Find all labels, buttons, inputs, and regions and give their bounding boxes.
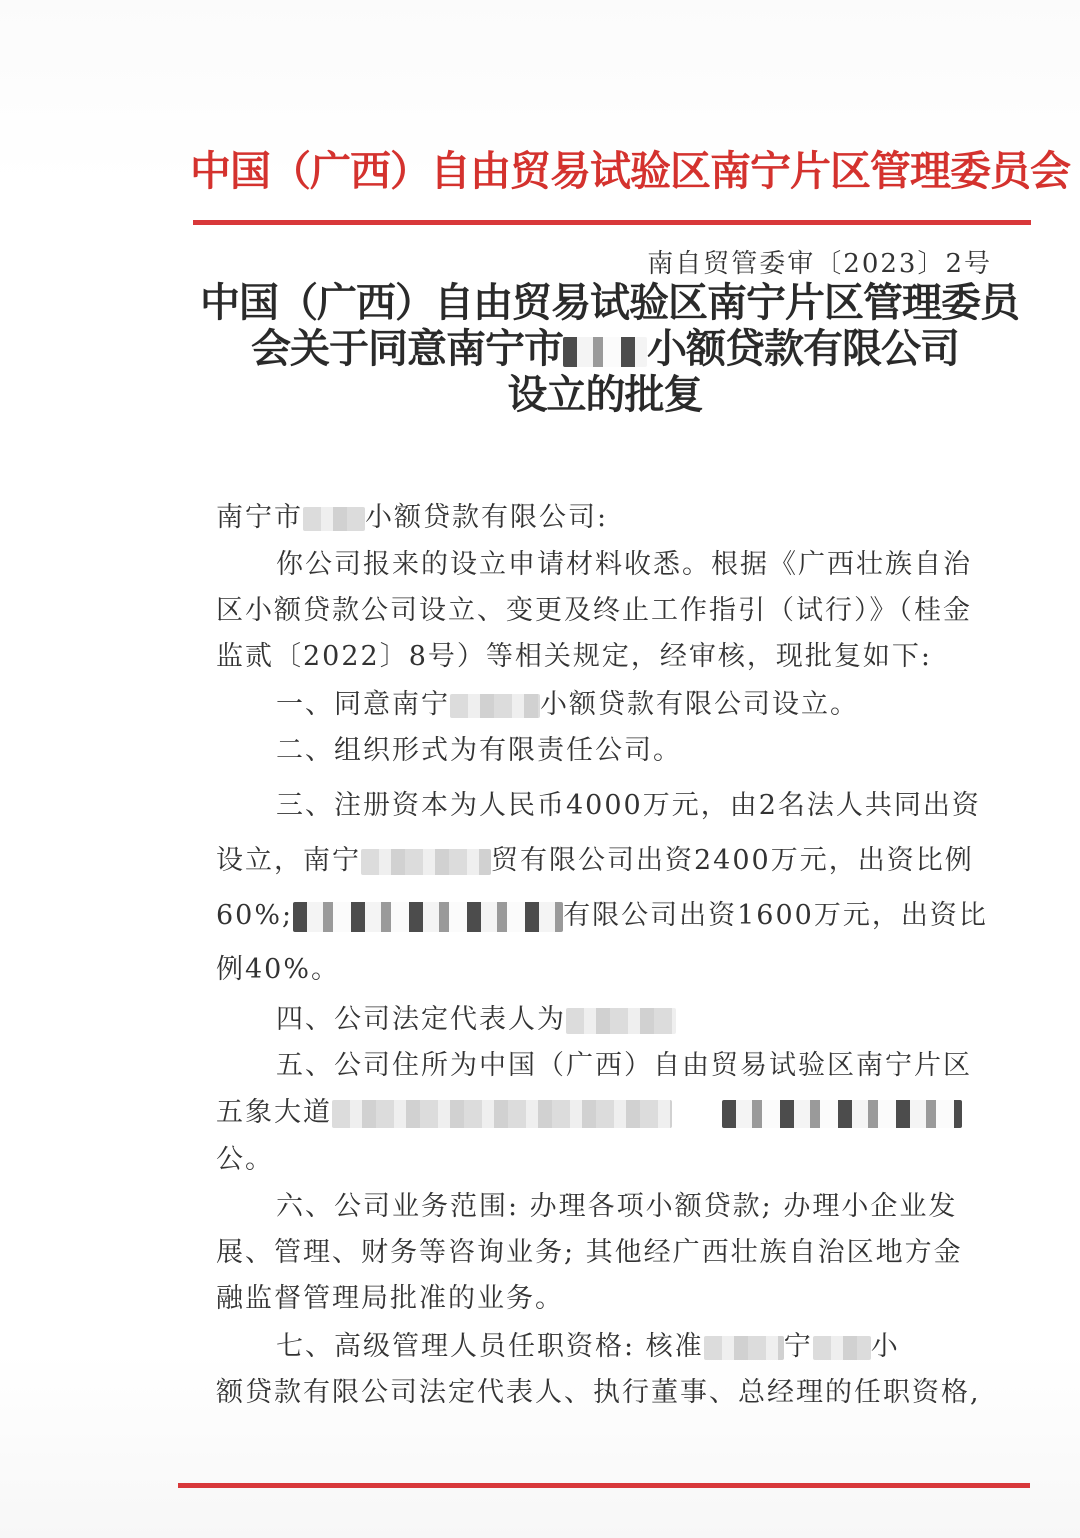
redaction-block: [722, 1100, 962, 1128]
item-1-prefix: 一、同意南宁: [276, 689, 450, 720]
item-4: [276, 997, 1066, 1036]
redaction-block: [293, 902, 563, 932]
redaction-block: [563, 337, 647, 367]
paragraph-1-line-2: 区小额贷款公司设立、变更及终止工作指引（试行）》（桂金: [216, 595, 972, 626]
document-title: [200, 279, 1019, 418]
letterhead-red-rule: [193, 220, 1031, 225]
item-3-line-1: 三、注册资本为人民币4000万元，由2名法人共同出资: [276, 790, 981, 821]
item-4-prefix: 四、公司法定代表人为: [276, 1004, 566, 1035]
paragraph-1-line-1: 你公司报来的设立申请材料收悉。根据《广西壮族自治: [276, 549, 972, 580]
item-6-line-2: 展、管理、财务等咨询业务; 其他经广西壮族自治区地方金: [216, 1237, 963, 1268]
item-7-line-1-suffix: 小: [870, 1331, 900, 1362]
footer-red-rule: [178, 1483, 1030, 1488]
item-7-line-2: 额贷款有限公司法定代表人、执行董事、总经理的任职资格,: [216, 1377, 981, 1408]
item-2: 二、组织形式为有限责任公司。: [276, 735, 682, 766]
item-3-line-2-prefix: 设立，南宁: [216, 845, 361, 876]
item-7-line-1-mid: 宁: [783, 1331, 813, 1362]
item-7-line-1-prefix: 七、高级管理人员任职资格: 核准: [276, 1331, 704, 1362]
item-1: [276, 682, 1066, 721]
paragraph-1-line-3: 监贰〔2022〕8号）等相关规定，经审核，现批复如下:: [216, 641, 932, 672]
item-6-line-1: 六、公司业务范围: 办理各项小额贷款; 办理小企业发: [276, 1191, 958, 1222]
item-7-line-1: [276, 1324, 1066, 1363]
title-line-2-prefix: 会关于同意南宁市: [251, 325, 563, 372]
item-5-line-2: [216, 1090, 1006, 1129]
item-6-line-3: 融监督管理局批准的业务。: [216, 1283, 564, 1314]
redaction-block: [704, 1336, 784, 1360]
item-3-line-3: [216, 893, 1006, 932]
item-5-line-2-prefix: 五象大道: [216, 1097, 332, 1128]
redaction-block: [813, 1336, 871, 1360]
item-3-line-4: 例40%。: [216, 954, 341, 985]
redaction-block: [303, 507, 365, 531]
item-3-line-3-suffix: 有限公司出资1600万元，出资比: [563, 900, 988, 931]
redaction-block: [566, 1008, 676, 1034]
item-1-suffix: 小额贷款有限公司设立。: [540, 689, 859, 720]
item-3-line-3-prefix: 60%;: [216, 900, 294, 931]
redaction-block: [450, 694, 540, 718]
item-3-line-2-suffix: 贸有限公司出资2400万元，出资比例: [491, 845, 974, 876]
addressee: [216, 495, 1006, 534]
letterhead-agency: 中国（广西）自由贸易试验区南宁片区管理委员会: [190, 147, 1070, 195]
item-3-line-2: [216, 838, 1006, 877]
redaction-block: [332, 1100, 672, 1128]
title-line-2-suffix: 小额贷款有限公司: [647, 325, 959, 372]
redaction-block: [361, 849, 491, 875]
title-line-1: 中国（广西）自由贸易试验区南宁片区管理委员: [200, 279, 1019, 326]
addressee-prefix: 南宁市: [216, 502, 303, 533]
item-5-line-1: 五、公司住所为中国（广西）自由贸易试验区南宁片区: [276, 1050, 972, 1081]
title-line-2: [200, 326, 1010, 372]
title-line-3: 设立的批复: [507, 371, 703, 418]
addressee-suffix: 小额贷款有限公司:: [365, 502, 609, 533]
document-number: 南自贸管委审〔2023〕2号: [647, 249, 992, 279]
item-5-line-3: 公。: [216, 1144, 274, 1175]
